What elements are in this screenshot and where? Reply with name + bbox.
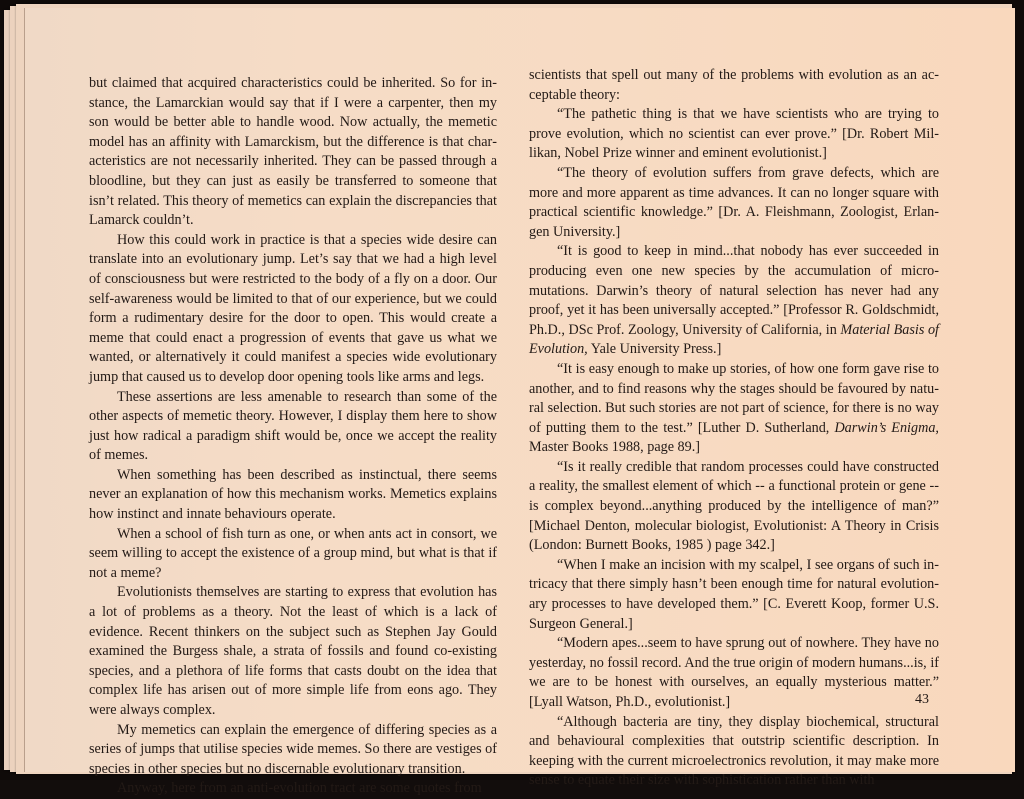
- right-column: [529, 66, 939, 791]
- paragraph: Evolutionists themselves are starting to express that evolution has a lot of problems as a theory. Not the least of which is a lack of evidence. Recent thinkers on the subject such as Stephen Jay Gould examined the Burgess shale, a strata of fossils and found co-existing species, and a plethora of life forms that casts doubt on the idea that complex life has arisen out of more simple life from eons ago. They were always complex.: [89, 584, 497, 718]
- paragraph: Anyway, here from an anti-evolution tract are some quotes from: [117, 780, 482, 797]
- paragraph: scientists that spell out many of the problems with evolution as an acceptable theory:: [529, 67, 939, 103]
- paragraph: but claimed that acquired characteristics could be inherited. So for instance, the Lamarckian would say that if I were a carpenter, then my son would be better able to handle wood. Now actually, the memetic model has an affinity with Lamarckism, but the difference is that characteristics are not necessarily inherited. They can be passed through a bloodline, but they can just as easily be transferred to someone that isn’t related. This theory of memetics can explain the discrepancies that Lamarck couldn’t.: [89, 75, 497, 229]
- quote-text: “It is good to keep in mind...that nobody has ever succeeded in producing even one new species by the accumulation of micro-mutations. Darwin’s theory of natural selection has never had any proof, yet it has been universally accepted.” [Professor R. Goldschmidt, Ph.D., DSc Prof. Zoology, University of California, in: [529, 243, 939, 338]
- book-title: Material Basis of Evolution,: [529, 321, 939, 358]
- quote-paragraph: [529, 360, 939, 458]
- quote-paragraph: “Modern apes...seem to have sprung out of nowhere. They have no yesterday, no fossil record. And the true origin of modern humans...is, if we are to be honest with ourselves, an equally mysterious matter.” [Lyall Watson, Ph.D., evolutionist.]: [529, 635, 939, 710]
- paragraph: These assertions are less amenable to research than some of the other aspects of memetic theory. However, I display them here to show just how radical a paradigm shift would be, once we accept the reality of memes.: [89, 388, 497, 464]
- paragraph: My memetics can explain the emergence of differing species as a series of jumps that utilise species wide memes. So there are vestiges of species in other species but no discernable evolutionary transition.: [89, 721, 497, 777]
- book-page: [24, 8, 1015, 797]
- quote-citation: Master Books 1988, page 89.]: [529, 439, 701, 456]
- quote-paragraph: “The theory of evolution suffers from grave defects, which are more and more apparent as time advances. It can no longer square with practical scientific knowledge.” [Dr. A. Fleishmann, Zoologist, Erlangen University.]: [529, 164, 939, 240]
- paragraph: When a school of fish turn as one, or when ants act in consort, we seem willing to accept the existence of a group mind, but what is that if not a meme?: [89, 525, 497, 581]
- left-column: [89, 74, 497, 799]
- quote-paragraph: “The pathetic thing is that we have scientists who are trying to prove evolution, which no scientist can ever prove.” [Dr. Robert Millikan, Nobel Prize winner and eminent evolutionist.]: [529, 106, 939, 162]
- quote-text: “It is easy enough to make up stories, of how one form gave rise to another, and to find reasons why the stages should be favoured by natural selection. But such stories are not part of science, for there is no way of putting them to the test.” [Luther D. Sutherland,: [529, 360, 939, 436]
- quote-citation: Yale University Press.]: [587, 341, 722, 358]
- quote-paragraph: “Although bacteria are tiny, they display biochemical, structural and behavioural complexities that outstrip scientific description. In keeping with the current microelectronics revolution, it may make more sense to equate their size with sophistication rather than with: [529, 713, 939, 789]
- quote-paragraph: “When I make an incision with my scalpel, I see organs of such intricacy that there simply hasn’t been enough time for natural evolutionary processes to have developed them.” [C. Everett Koop, former U.S. Surgeon General.]: [529, 556, 939, 632]
- book-title: Darwin’s Enigma,: [834, 419, 939, 436]
- quote-paragraph: “Is it really credible that random processes could have constructed a reality, the smallest element of which -- a functional protein or gene -- is complex beyond...anything produced by the intelligence of man?” [Michael Denton, molecular biologist, Evolutionist: A Theory in Crisis (London: Burnett Books, 1985 ) page 342.]: [529, 458, 939, 554]
- page-number: 43: [915, 692, 929, 707]
- paragraph: When something has been described as instinctual, there seems never an explanation of how this mechanism works. Memetics explains how instinct and innate behaviours operate.: [89, 466, 497, 523]
- quote-paragraph: [529, 242, 939, 360]
- paragraph: How this could work in practice is that a species wide desire can translate into an evolutionary jump. Let’s say that we had a high level of consciousness but were restricted to the body of a fly on a door. Our self-awareness would be limited to that of our experience, but we could form a rudimentary desire for the door to open. This would create a meme that could enact a progression of events that gave us what we wanted, or alternatively it could manifest a species wide evolutionary jump that caused us to develop door opening tools like arms and legs.: [89, 231, 497, 385]
